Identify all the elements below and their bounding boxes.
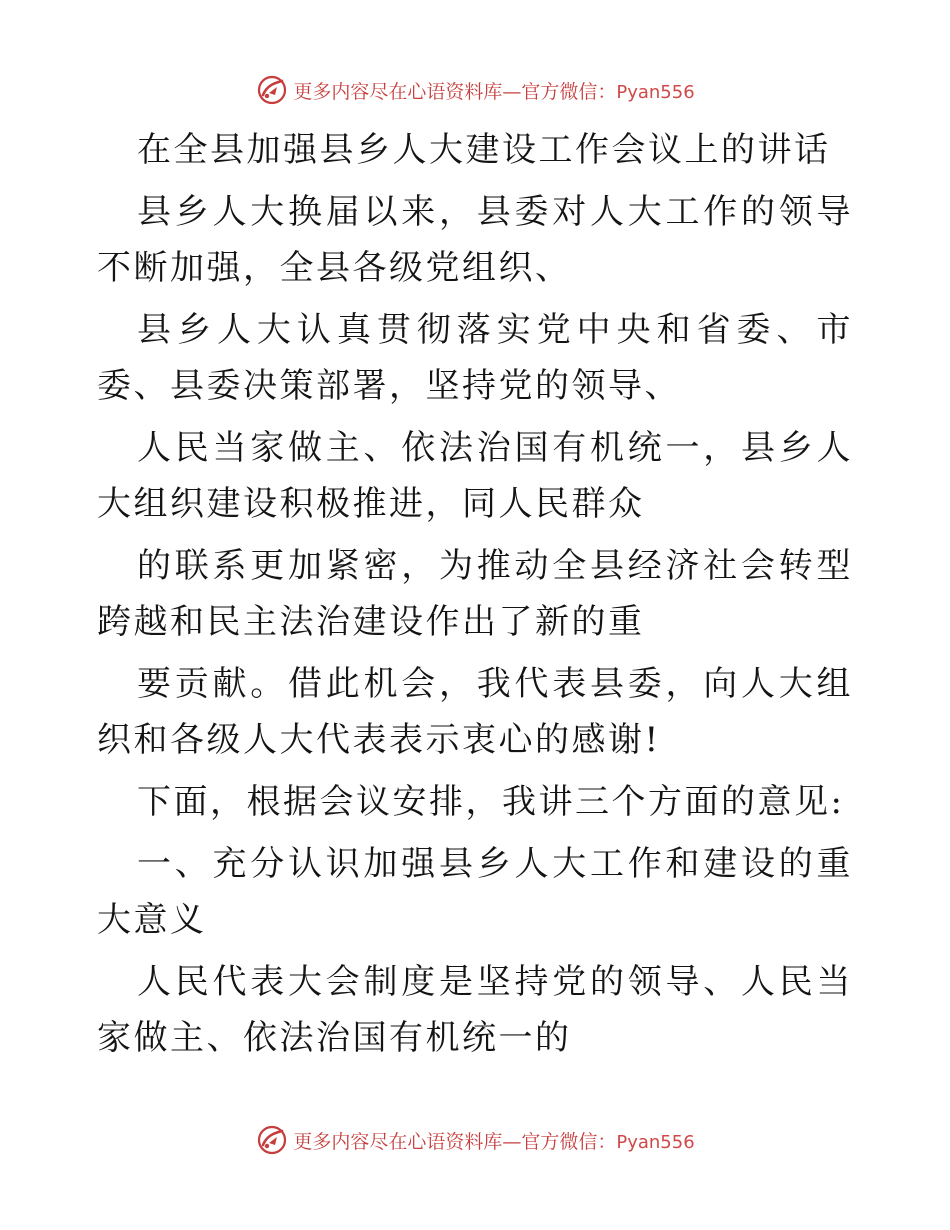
wechat-id: Pyan556 [616,81,695,103]
header-banner [0,70,950,110]
resource-library-logo-icon [255,1123,289,1157]
paragraph: 县乡人大认真贯彻落实党中央和省委、市委、县委决策部署，坚持党的领导、 [97,310,853,406]
paragraph: 人民代表大会制度是坚持党的领导、人民当家做主、依法治国有机统一的 [97,962,853,1058]
document-body [97,122,853,1072]
paragraph: 县乡人大换届以来，县委对人大工作的领导不断加强，全县各级党组织、 [97,192,853,288]
footer-banner-text: 更多内容尽在心语资料库—官方微信：Pyan556 [293,1130,695,1153]
resource-library-logo-icon [255,73,289,107]
document-title: 在全县加强县乡人大建设工作会议上的讲话 [137,130,831,170]
paragraph: 要贡献。借此机会，我代表县委，向人大组织和各级人大代表表示衷心的感谢! [97,664,853,760]
wechat-id: Pyan556 [616,1131,695,1153]
paragraph: 下面，根据会议安排，我讲三个方面的意见: [137,782,845,822]
header-banner-text: 更多内容尽在心语资料库—官方微信：Pyan556 [293,80,695,103]
footer-banner [0,1120,950,1160]
paragraph: 人民当家做主、依法治国有机统一，县乡人大组织建设积极推进，同人民群众 [97,428,853,524]
paragraph: 的联系更加紧密，为推动全县经济社会转型跨越和民主法治建设作出了新的重 [97,546,853,642]
section-heading: 一、充分认识加强县乡人大工作和建设的重大意义 [97,844,853,940]
